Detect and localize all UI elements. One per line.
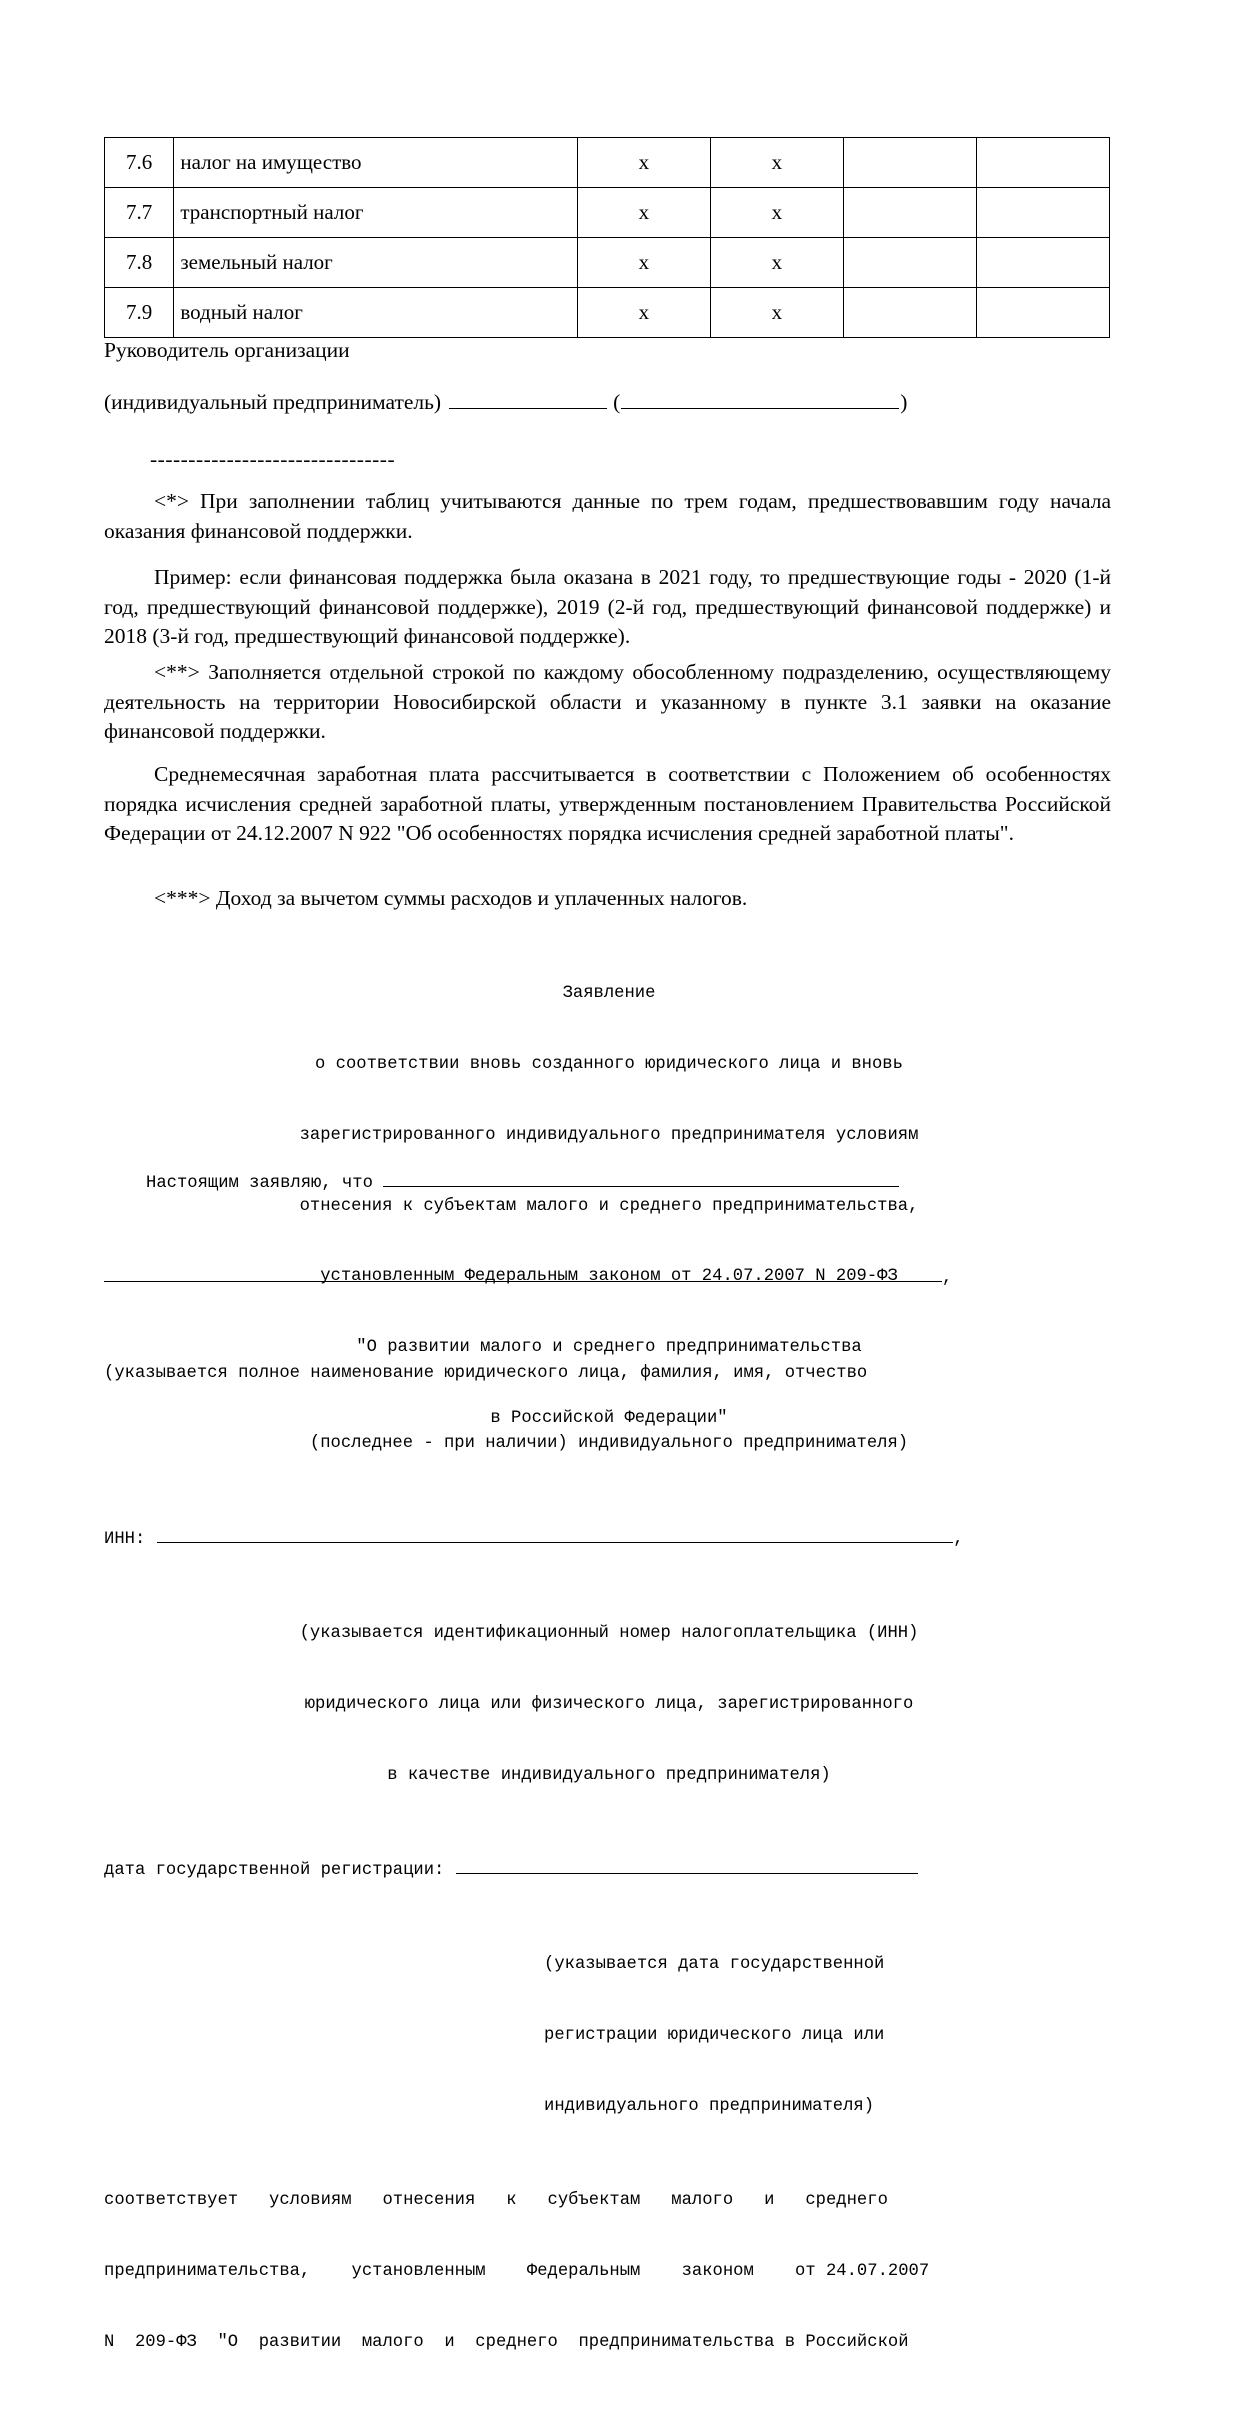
row-mark-cell-1: x bbox=[577, 238, 710, 288]
table-row bbox=[105, 138, 1110, 188]
signature-name-rule[interactable] bbox=[621, 395, 899, 409]
declaration-title-line: отнесения к субъектам малого и среднего предпринимательства, bbox=[299, 1196, 919, 1216]
declaration-title-line: "О развитии малого и среднего предпринимательства bbox=[356, 1338, 862, 1358]
row-empty-cell-2[interactable] bbox=[976, 138, 1109, 188]
signature-org-head-label: Руководитель организации bbox=[104, 338, 350, 362]
row-mark-cell-2: x bbox=[710, 238, 843, 288]
registration-date-hint-2: регистрации юридического лица или bbox=[544, 2026, 885, 2046]
row-mark-cell-2: x bbox=[710, 288, 843, 338]
table-row bbox=[105, 288, 1110, 338]
row-number-cell: 7.7 bbox=[105, 188, 174, 238]
declaration-body-line-3: N 209-ФЗ "О развитии малого и среднего предпринимательства в Российской bbox=[104, 2332, 909, 2352]
hereby-declare-row bbox=[104, 1171, 1114, 1196]
registration-date-hint-1: (указывается дата государственной bbox=[544, 1955, 885, 1975]
declaration-title-line: установленным Федеральным законом от 24.07.2007 N 209-ФЗ bbox=[320, 1267, 898, 1287]
registration-date-label: дата государственной регистрации: bbox=[104, 1861, 445, 1880]
declaration-body-line-2: предпринимательства, установленным Федеральным законом от 24.07.2007 bbox=[104, 2262, 930, 2282]
inn-hint-3: в качестве индивидуального предпринимателя) bbox=[387, 1765, 831, 1785]
signature-entrepreneur-row bbox=[104, 389, 1114, 414]
row-label-cell: земельный налог bbox=[174, 238, 578, 288]
declaration-title-line: Заявление bbox=[562, 984, 656, 1004]
inn-hint-1: (указывается идентификационный номер налогоплательщика (ИНН) bbox=[299, 1624, 919, 1644]
row-empty-cell-1[interactable] bbox=[843, 138, 976, 188]
inn-row bbox=[104, 1527, 1114, 1552]
declaration-form-block bbox=[104, 1100, 1114, 2425]
inn-comma: , bbox=[953, 1529, 964, 1549]
footnote-single-asterisk: <*> При заполнении таблиц учитываются данные по трем годам, предшествовавшим году начала оказания финансовой поддержки. bbox=[104, 489, 1111, 543]
row-label-cell: транспортный налог bbox=[174, 188, 578, 238]
footnote-average-salary: Среднемесячная заработная плата рассчитывается в соответствии с Положением об особенностях порядка исчисления средней заработной платы, утвержденным постановлением Правительства Российской Федерации от 24.12.2007 N 922 "Об особенностях порядка исчисления средней заработной платы". bbox=[104, 762, 1111, 845]
applicant-name-input-line-1[interactable] bbox=[383, 1171, 899, 1187]
applicant-name-hint-1: (указывается полное наименование юридического лица, фамилия, имя, отчество bbox=[104, 1363, 868, 1383]
declaration-title-line: в Российской Федерации" bbox=[490, 1408, 728, 1428]
signature-rule[interactable] bbox=[449, 395, 607, 409]
row-empty-cell-2[interactable] bbox=[976, 238, 1109, 288]
row-number-cell: 7.8 bbox=[105, 238, 174, 288]
applicant-name-input-line-2[interactable] bbox=[104, 1266, 942, 1282]
footnote-double-asterisk: <**> Заполняется отдельной строкой по каждому обособленному подразделению, осуществляющему деятельность на территории Новосибирской области и указанному в пункте 3.1 заявки на оказание финансовой поддержки. bbox=[104, 660, 1111, 743]
applicant-name-comma: , bbox=[942, 1269, 953, 1289]
row-label-cell: налог на имущество bbox=[174, 138, 578, 188]
registration-date-hint-3: индивидуального предпринимателя) bbox=[544, 2096, 875, 2116]
row-mark-cell-1: x bbox=[577, 188, 710, 238]
row-empty-cell-1[interactable] bbox=[843, 188, 976, 238]
row-mark-cell-1: x bbox=[577, 138, 710, 188]
inn-hint-2: юридического лица или физического лица, зарегистрированного bbox=[304, 1694, 914, 1714]
row-mark-cell-2: x bbox=[710, 188, 843, 238]
row-mark-cell-2: x bbox=[710, 138, 843, 188]
hereby-declare-label: Настоящим заявляю, что bbox=[146, 1173, 373, 1193]
row-empty-cell-1[interactable] bbox=[843, 288, 976, 338]
tax-table-container bbox=[104, 137, 1110, 338]
paren-open: ( bbox=[613, 389, 621, 414]
applicant-name-hint-2: (последнее - при наличии) индивидуального предпринимателя) bbox=[309, 1434, 909, 1454]
row-number-cell: 7.6 bbox=[105, 138, 174, 188]
declaration-title-line: о соответствии вновь созданного юридического лица и вновь bbox=[315, 1054, 903, 1074]
tax-table bbox=[104, 137, 1110, 338]
paren-close: ) bbox=[900, 389, 908, 414]
table-row bbox=[105, 238, 1110, 288]
inn-label: ИНН: bbox=[104, 1529, 146, 1549]
footnote-example: Пример: если финансовая поддержка была оказана в 2021 году, то предшествующие годы - 2020 (1-й год, предшествующий финансовой поддержке), 2019 (2-й год, предшествующий финансовой поддержке) и 2018 (3-й год, предшествующий финансовой поддержке). bbox=[104, 565, 1111, 648]
signature-entrepreneur-label: (индивидуальный предприниматель) bbox=[104, 389, 442, 414]
applicant-name-row-2 bbox=[104, 1266, 1114, 1291]
registration-date-input-line[interactable] bbox=[456, 1858, 918, 1874]
footnote-triple-asterisk: <***> Доход за вычетом суммы расходов и уплаченных налогов. bbox=[154, 886, 748, 910]
declaration-body-line-1: соответствует условиям отнесения к субъектам малого и среднего bbox=[104, 2191, 888, 2211]
registration-date-row bbox=[104, 1858, 1114, 1883]
signature-block bbox=[104, 340, 1114, 413]
row-empty-cell-1[interactable] bbox=[843, 238, 976, 288]
footnote-separator: -------------------------------- bbox=[150, 447, 396, 471]
inn-input-line[interactable] bbox=[157, 1527, 953, 1543]
registration-date-hint-3-row bbox=[104, 2095, 1114, 2119]
row-empty-cell-2[interactable] bbox=[976, 188, 1109, 238]
registration-date-hint-2-row bbox=[104, 2024, 1114, 2048]
table-row bbox=[105, 188, 1110, 238]
declaration-title-line: зарегистрированного индивидуального предпринимателя условиям bbox=[299, 1125, 919, 1145]
row-mark-cell-1: x bbox=[577, 288, 710, 338]
row-empty-cell-2[interactable] bbox=[976, 288, 1109, 338]
row-number-cell: 7.9 bbox=[105, 288, 174, 338]
row-label-cell: водный налог bbox=[174, 288, 578, 338]
registration-date-hint-1-row bbox=[104, 1953, 1114, 1977]
